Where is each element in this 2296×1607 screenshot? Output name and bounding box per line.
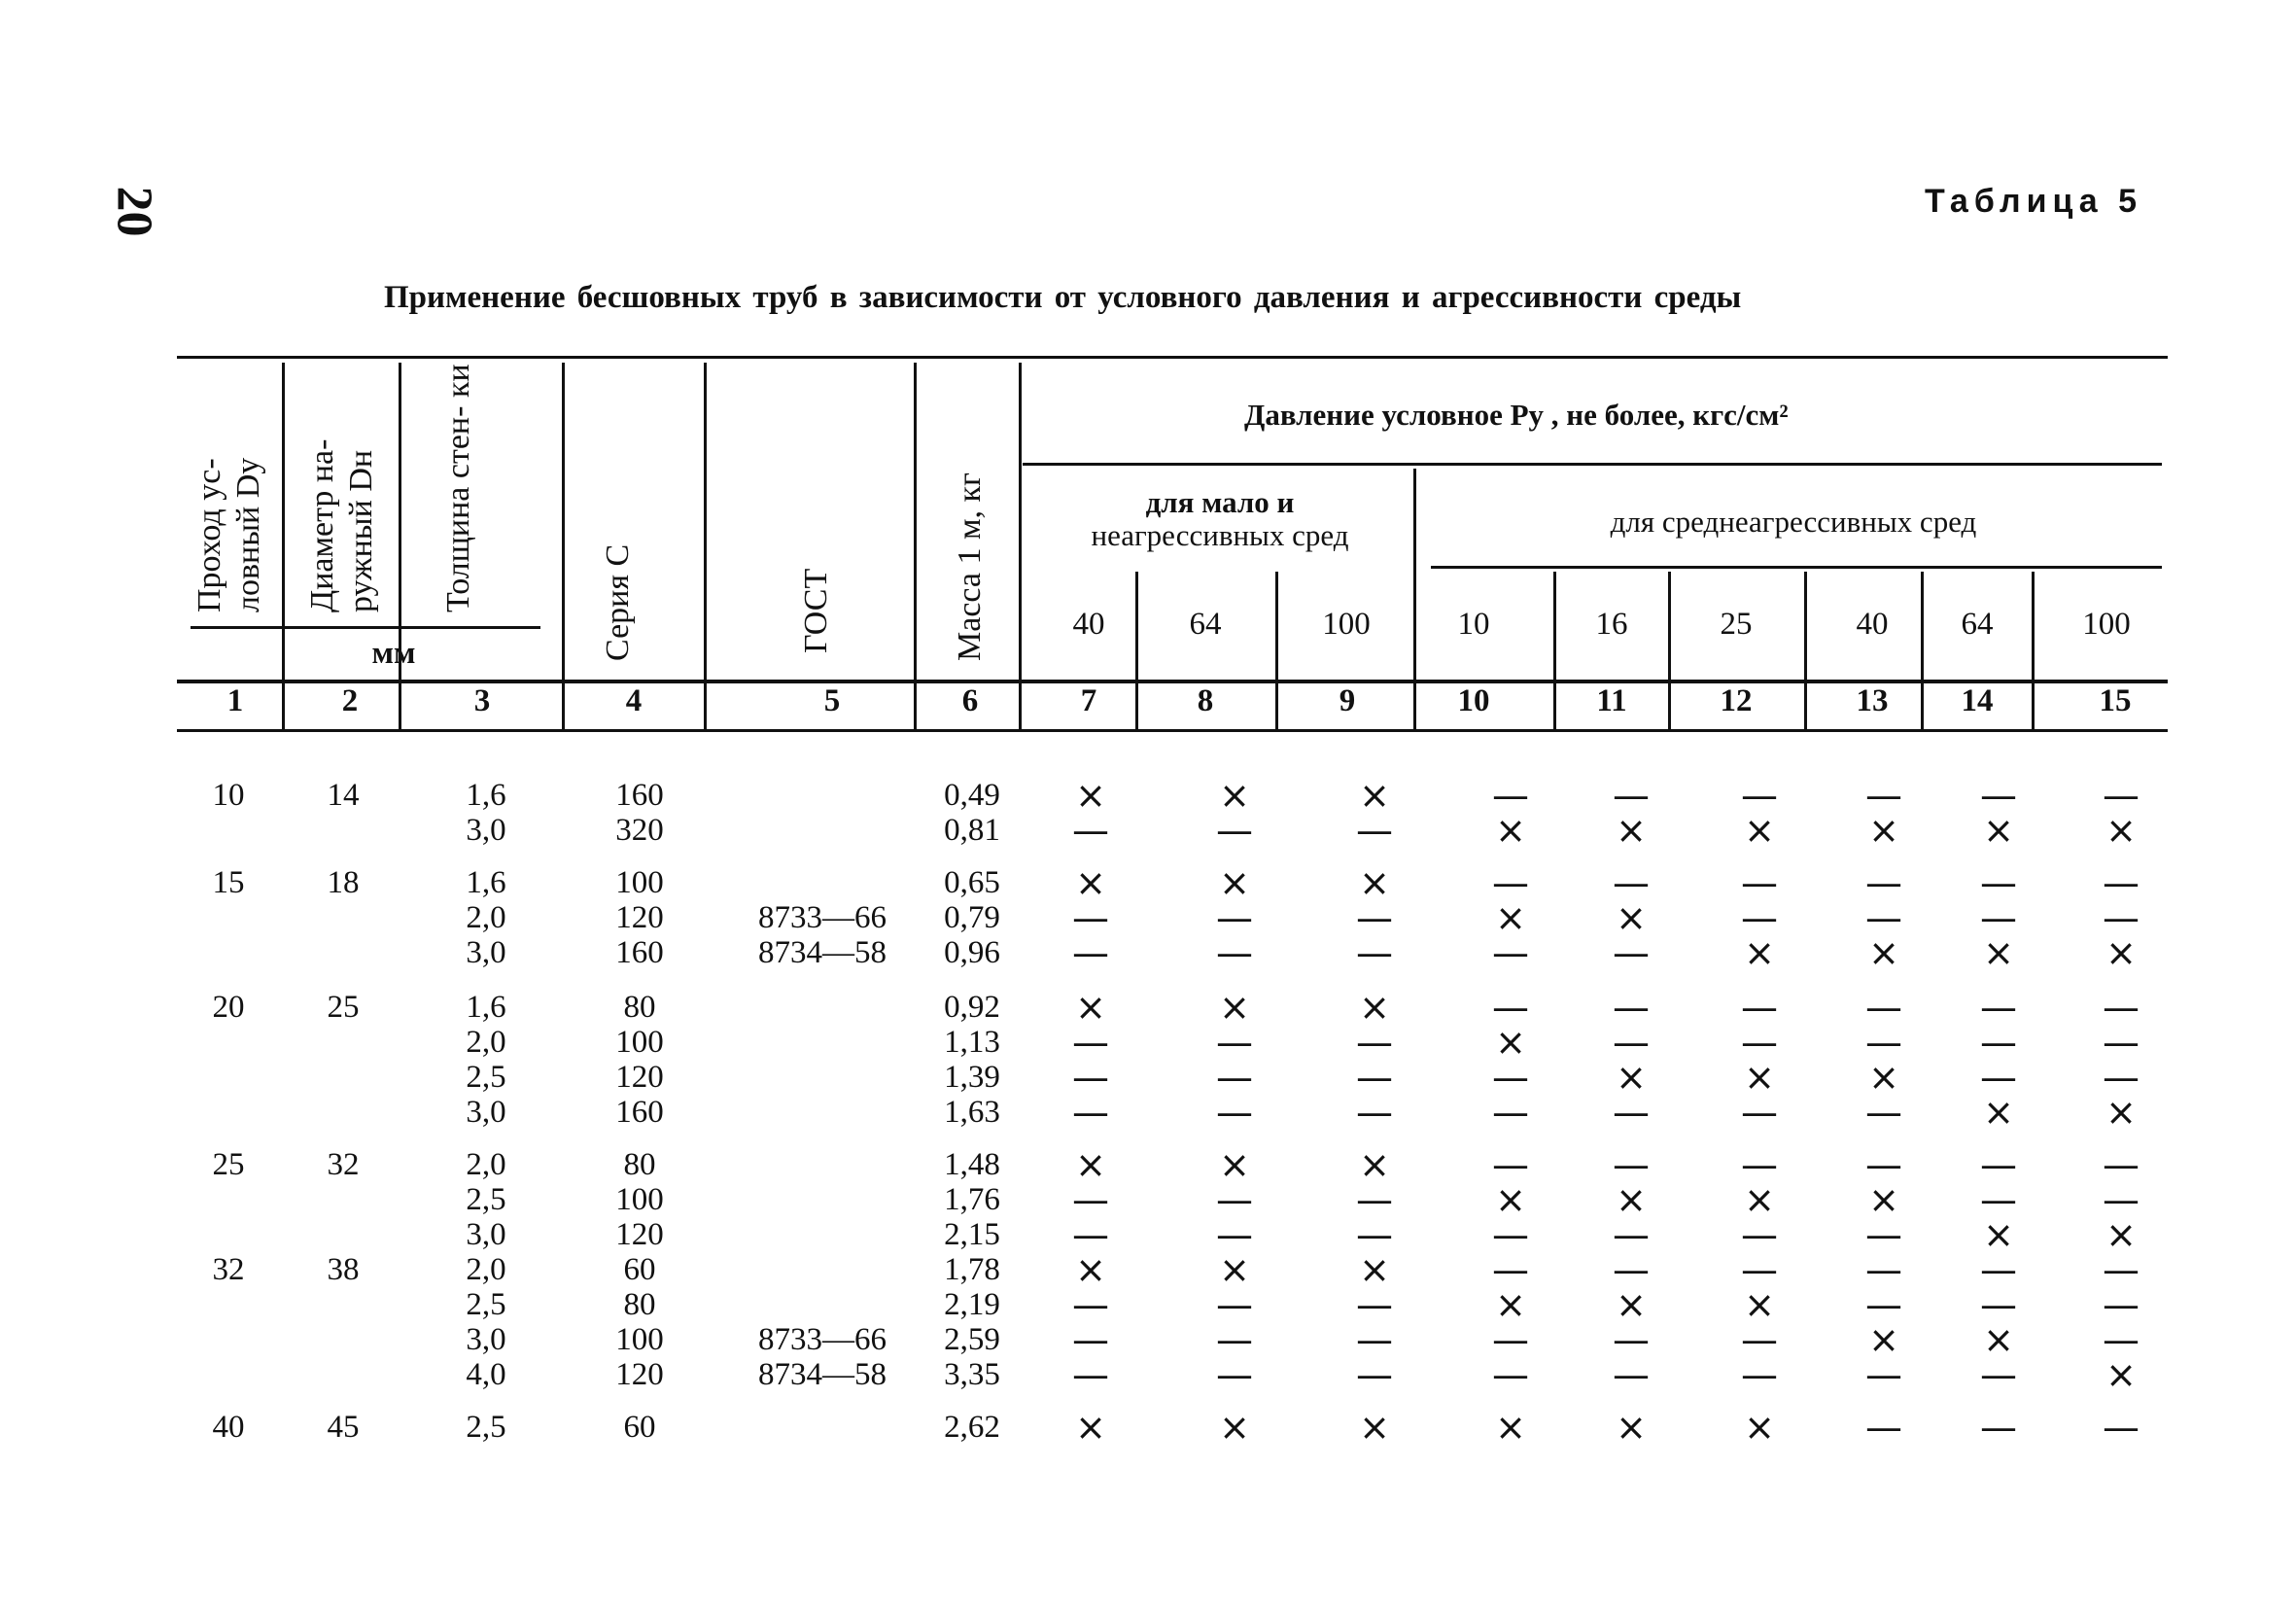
dash-mark: — [1072, 1283, 1109, 1326]
cross-mark: × [2105, 1353, 2137, 1396]
cell-series: 160 [615, 778, 664, 813]
divider [1668, 572, 1671, 732]
cell-dn: 18 [327, 865, 360, 900]
cell-dn: 32 [327, 1147, 360, 1182]
cell-series: 100 [615, 865, 664, 900]
dash-mark: — [1865, 1021, 1902, 1064]
dash-mark: — [1865, 1283, 1902, 1326]
dash-mark: — [2103, 1056, 2139, 1099]
dash-mark: — [1980, 1406, 2017, 1449]
dash-mark: — [1980, 1143, 2017, 1186]
cell-mass: 2,15 [944, 1217, 1000, 1252]
dash-mark: — [1492, 1143, 1529, 1186]
dash-mark: — [1072, 1213, 1109, 1256]
table-label: Таблица 5 [1925, 183, 2143, 220]
cross-mark: × [1616, 1056, 1647, 1099]
dash-mark: — [1356, 896, 1393, 939]
pressure-value: 25 [1720, 607, 1753, 642]
cell-dy: 10 [212, 778, 245, 813]
cell-series: 120 [615, 1060, 664, 1095]
header-series: Серия С [600, 543, 636, 661]
dash-mark: — [1613, 1021, 1650, 1064]
dash-mark: — [1072, 1091, 1109, 1134]
dash-mark: — [1741, 1021, 1778, 1064]
cell-series: 160 [615, 1095, 664, 1130]
dash-mark: — [1741, 896, 1778, 939]
pressure-value: 40 [1072, 607, 1105, 642]
cell-mass: 1,78 [944, 1252, 1000, 1287]
header-dy [191, 369, 268, 612]
cross-mark: × [1983, 1318, 2014, 1361]
dash-mark: — [1865, 1248, 1902, 1291]
cell-mass: 2,59 [944, 1322, 1000, 1357]
header-dn [303, 369, 381, 612]
dash-mark: — [1492, 861, 1529, 904]
cell-wall: 3,0 [466, 813, 506, 848]
cross-mark: × [1868, 809, 1899, 852]
cross-mark: × [2105, 1091, 2137, 1134]
dash-mark: — [2103, 1406, 2139, 1449]
dash-mark: — [1072, 896, 1109, 939]
dash-mark: — [2103, 1143, 2139, 1186]
cell-wall: 2,0 [466, 1147, 506, 1182]
cell-mass: 0,65 [944, 865, 1000, 900]
dash-mark: — [1356, 1056, 1393, 1099]
cross-mark: × [1868, 1318, 1899, 1361]
dash-mark: — [1072, 1056, 1109, 1099]
divider [1553, 572, 1556, 732]
dash-mark: — [1980, 1283, 2017, 1326]
dash-mark: — [1216, 931, 1253, 974]
cell-wall: 3,0 [466, 1322, 506, 1357]
dash-mark: — [1613, 1213, 1650, 1256]
dash-mark: — [1216, 1021, 1253, 1064]
pressure-rule [1023, 463, 2162, 466]
pressure-value: 40 [1856, 607, 1889, 642]
dash-mark: — [1741, 1353, 1778, 1396]
header-mid-aggressive: для среднеагрессивных сред [1610, 505, 1977, 539]
column-number: 13 [1856, 683, 1889, 718]
cross-mark: × [2105, 809, 2137, 852]
dash-mark: — [1216, 896, 1253, 939]
divider [1019, 363, 1022, 732]
table-title: Применение бесшовных труб в зависимости от условного давления и агрессивности среды [384, 280, 1742, 315]
dash-mark: — [1072, 809, 1109, 852]
dash-mark: — [1980, 896, 2017, 939]
column-number: 11 [1596, 683, 1627, 718]
cell-wall: 1,6 [466, 778, 506, 813]
dash-mark: — [1492, 931, 1529, 974]
cross-mark: × [1616, 896, 1647, 939]
dash-mark: — [1980, 1248, 2017, 1291]
header-mm: мм [371, 636, 416, 671]
column-number: 12 [1720, 683, 1753, 718]
dash-mark: — [1216, 1318, 1253, 1361]
cross-mark: × [1744, 809, 1775, 852]
cross-mark: × [1868, 931, 1899, 974]
dash-mark: — [1613, 1091, 1650, 1134]
dash-mark: — [1072, 931, 1109, 974]
cross-mark: × [1075, 1406, 1106, 1449]
header-dy-label: Проход ус- ловный Dy [191, 457, 266, 612]
dash-mark: — [1613, 986, 1650, 1029]
dash-mark: — [1741, 1143, 1778, 1186]
cell-gost: 8733—66 [758, 900, 887, 935]
divider [1804, 572, 1807, 732]
cell-wall: 3,0 [466, 1095, 506, 1130]
dash-mark: — [1356, 1283, 1393, 1326]
dash-mark: — [1980, 1353, 2017, 1396]
dash-mark: — [1865, 1143, 1902, 1186]
cell-dn: 45 [327, 1410, 360, 1445]
top-rule [177, 356, 2168, 359]
cross-mark: × [1616, 1178, 1647, 1221]
cell-series: 80 [623, 1287, 656, 1322]
cross-mark: × [1868, 1056, 1899, 1099]
dash-mark: — [1492, 774, 1529, 817]
dash-mark: — [1216, 1091, 1253, 1134]
dash-mark: — [1613, 1143, 1650, 1186]
cross-mark: × [1219, 861, 1250, 904]
cell-dn: 25 [327, 990, 360, 1025]
pressure-value: 10 [1457, 607, 1490, 642]
dash-mark: — [1216, 1353, 1253, 1396]
divider [1413, 469, 1416, 732]
dash-mark: — [1216, 809, 1253, 852]
dash-mark: — [1741, 1091, 1778, 1134]
header-low-aggressive [1030, 486, 1409, 552]
dash-mark: — [1072, 1353, 1109, 1396]
dash-mark: — [1356, 931, 1393, 974]
dash-mark: — [1865, 986, 1902, 1029]
header-mass: Масса 1 м, кг [952, 472, 988, 661]
header-pressure: Давление условное Pу , не более, кгс/см² [1244, 398, 1789, 432]
cross-mark: × [1495, 1021, 1526, 1064]
column-number: 1 [226, 683, 244, 718]
dash-mark: — [2103, 986, 2139, 1029]
cell-wall: 2,5 [466, 1060, 506, 1095]
dash-mark: — [1492, 986, 1529, 1029]
cell-series: 320 [615, 813, 664, 848]
cross-mark: × [1744, 1178, 1775, 1221]
dash-mark: — [1741, 1318, 1778, 1361]
cross-mark: × [1359, 1406, 1390, 1449]
dash-mark: — [1865, 774, 1902, 817]
dash-mark: — [1072, 1021, 1109, 1064]
cell-mass: 2,19 [944, 1287, 1000, 1322]
cell-dn: 38 [327, 1252, 360, 1287]
column-number: 15 [2099, 683, 2132, 718]
cross-mark: × [1983, 1213, 2014, 1256]
divider [399, 363, 401, 732]
pressure-value: 100 [1322, 607, 1371, 642]
cross-mark: × [1075, 774, 1106, 817]
cell-mass: 1,63 [944, 1095, 1000, 1130]
cell-dy: 40 [212, 1410, 245, 1445]
dash-mark: — [1741, 986, 1778, 1029]
dash-mark: — [1613, 1318, 1650, 1361]
column-number: 8 [1197, 683, 1214, 718]
cross-mark: × [1495, 1406, 1526, 1449]
dash-mark: — [1613, 861, 1650, 904]
dash-mark: — [2103, 1178, 2139, 1221]
cross-mark: × [1075, 986, 1106, 1029]
cross-mark: × [1219, 1406, 1250, 1449]
column-number: 9 [1339, 683, 1356, 718]
dash-mark: — [1865, 1091, 1902, 1134]
pressure-value: 16 [1595, 607, 1628, 642]
dash-mark: — [1356, 1091, 1393, 1134]
cell-wall: 3,0 [466, 1217, 506, 1252]
dash-mark: — [1613, 774, 1650, 817]
cell-wall: 1,6 [466, 865, 506, 900]
cross-mark: × [1983, 1091, 2014, 1134]
cell-mass: 1,76 [944, 1182, 1000, 1217]
cross-mark: × [1744, 931, 1775, 974]
cell-series: 60 [623, 1252, 656, 1287]
cross-mark: × [1359, 774, 1390, 817]
dash-mark: — [1865, 1213, 1902, 1256]
dash-mark: — [1216, 1178, 1253, 1221]
header-dn-label: Диаметр на- ружный Dн [304, 438, 379, 612]
cross-mark: × [1983, 809, 2014, 852]
dash-mark: — [2103, 1283, 2139, 1326]
cell-gost: 8733—66 [758, 1322, 887, 1357]
divider [2032, 572, 2035, 732]
divider [1921, 572, 1924, 732]
cross-mark: × [2105, 1213, 2137, 1256]
dash-mark: — [1613, 1353, 1650, 1396]
dash-mark: — [1492, 1213, 1529, 1256]
cell-gost: 8734—58 [758, 935, 887, 970]
cross-mark: × [1495, 809, 1526, 852]
divider [562, 363, 565, 732]
column-number: 2 [341, 683, 359, 718]
cell-wall: 2,0 [466, 1025, 506, 1060]
dash-mark: — [1492, 1318, 1529, 1361]
cross-mark: × [1744, 1283, 1775, 1326]
cross-mark: × [1495, 896, 1526, 939]
cell-mass: 0,81 [944, 813, 1000, 848]
dash-mark: — [1492, 1091, 1529, 1134]
cross-mark: × [1219, 774, 1250, 817]
dash-mark: — [1980, 1178, 2017, 1221]
cell-gost: 8734—58 [758, 1357, 887, 1392]
cross-mark: × [1075, 861, 1106, 904]
dash-mark: — [1356, 1213, 1393, 1256]
column-number: 5 [823, 683, 841, 718]
cross-mark: × [1219, 986, 1250, 1029]
dash-mark: — [1980, 861, 2017, 904]
divider [1275, 572, 1278, 732]
dash-mark: — [1356, 1318, 1393, 1361]
column-number: 7 [1080, 683, 1097, 718]
column-number: 10 [1457, 683, 1490, 718]
cross-mark: × [1359, 1248, 1390, 1291]
cross-mark: × [2105, 931, 2137, 974]
cell-mass: 0,96 [944, 935, 1000, 970]
cell-dy: 20 [212, 990, 245, 1025]
cell-wall: 2,0 [466, 900, 506, 935]
cross-mark: × [1744, 1406, 1775, 1449]
cell-dy: 15 [212, 865, 245, 900]
cell-series: 80 [623, 1147, 656, 1182]
cross-mark: × [1219, 1248, 1250, 1291]
cell-mass: 1,48 [944, 1147, 1000, 1182]
cell-dy: 32 [212, 1252, 245, 1287]
dash-mark: — [1356, 1178, 1393, 1221]
dash-mark: — [1865, 861, 1902, 904]
dash-mark: — [1492, 1248, 1529, 1291]
pressure-value: 64 [1961, 607, 1994, 642]
dash-mark: — [1980, 1056, 2017, 1099]
divider [282, 363, 285, 732]
pressure-value: 100 [2082, 607, 2131, 642]
cell-series: 120 [615, 900, 664, 935]
dash-mark: — [1980, 986, 2017, 1029]
cell-wall: 2,5 [466, 1287, 506, 1322]
page-number: 20 [106, 186, 162, 237]
cell-series: 100 [615, 1182, 664, 1217]
cell-dy: 25 [212, 1147, 245, 1182]
dash-mark: — [1216, 1213, 1253, 1256]
cell-wall: 4,0 [466, 1357, 506, 1392]
cross-mark: × [1075, 1143, 1106, 1186]
cell-series: 100 [615, 1025, 664, 1060]
cross-mark: × [1075, 1248, 1106, 1291]
dash-mark: — [1613, 931, 1650, 974]
cell-series: 60 [623, 1410, 656, 1445]
cross-mark: × [1983, 931, 2014, 974]
cell-mass: 0,49 [944, 778, 1000, 813]
dash-mark: — [1216, 1056, 1253, 1099]
cell-mass: 0,92 [944, 990, 1000, 1025]
cross-mark: × [1616, 1283, 1647, 1326]
cross-mark: × [1868, 1178, 1899, 1221]
cell-wall: 1,6 [466, 990, 506, 1025]
pressure-value: 64 [1189, 607, 1222, 642]
dash-mark: — [1356, 1353, 1393, 1396]
cross-mark: × [1616, 809, 1647, 852]
dash-mark: — [2103, 896, 2139, 939]
dash-mark: — [1356, 1021, 1393, 1064]
cross-mark: × [1495, 1283, 1526, 1326]
dash-mark: — [2103, 1021, 2139, 1064]
header-gost: ГОСТ [798, 568, 834, 653]
dash-mark: — [2103, 774, 2139, 817]
header-wall-label: Толщина стен- ки [440, 364, 476, 612]
column-number: 14 [1961, 683, 1994, 718]
dash-mark: — [2103, 861, 2139, 904]
cell-dn: 14 [327, 778, 360, 813]
cell-series: 100 [615, 1322, 664, 1357]
cross-mark: × [1495, 1178, 1526, 1221]
cell-mass: 2,62 [944, 1410, 1000, 1445]
cell-wall: 2,5 [466, 1182, 506, 1217]
dash-mark: — [1741, 774, 1778, 817]
dash-mark: — [1492, 1056, 1529, 1099]
dash-mark: — [1072, 1318, 1109, 1361]
cell-series: 80 [623, 990, 656, 1025]
dash-mark: — [1741, 1213, 1778, 1256]
cross-mark: × [1616, 1406, 1647, 1449]
dash-mark: — [1072, 1178, 1109, 1221]
dash-mark: — [1741, 861, 1778, 904]
dash-mark: — [1492, 1353, 1529, 1396]
dash-mark: — [1865, 1353, 1902, 1396]
dash-mark: — [1356, 809, 1393, 852]
cross-mark: × [1744, 1056, 1775, 1099]
cell-wall: 2,0 [466, 1252, 506, 1287]
divider [704, 363, 707, 732]
divider [914, 363, 917, 732]
cross-mark: × [1219, 1143, 1250, 1186]
cross-mark: × [1359, 986, 1390, 1029]
cell-mass: 1,39 [944, 1060, 1000, 1095]
cell-series: 120 [615, 1357, 664, 1392]
column-number: 3 [473, 683, 491, 718]
mm-rule [191, 626, 540, 629]
numbers-bottom-rule [177, 729, 2168, 732]
cross-mark: × [1359, 1143, 1390, 1186]
dash-mark: — [1980, 774, 2017, 817]
cell-mass: 0,79 [944, 900, 1000, 935]
dash-mark: — [1216, 1283, 1253, 1326]
dash-mark: — [1865, 896, 1902, 939]
cross-mark: × [1359, 861, 1390, 904]
header-wall [439, 360, 478, 612]
medium-rule [1431, 566, 2162, 569]
divider [1135, 572, 1138, 732]
dash-mark: — [2103, 1248, 2139, 1291]
cell-wall: 3,0 [466, 935, 506, 970]
dash-mark: — [1980, 1021, 2017, 1064]
dash-mark: — [1613, 1248, 1650, 1291]
cell-mass: 1,13 [944, 1025, 1000, 1060]
header-low-aggressive-line1: для мало и [1145, 485, 1295, 519]
cell-series: 160 [615, 935, 664, 970]
column-number: 6 [961, 683, 979, 718]
header-low-aggressive-line2: неагрессивных сред [1091, 518, 1349, 552]
cell-series: 120 [615, 1217, 664, 1252]
dash-mark: — [2103, 1318, 2139, 1361]
dash-mark: — [1865, 1406, 1902, 1449]
cell-wall: 2,5 [466, 1410, 506, 1445]
column-number: 4 [625, 683, 643, 718]
dash-mark: — [1741, 1248, 1778, 1291]
cell-mass: 3,35 [944, 1357, 1000, 1392]
